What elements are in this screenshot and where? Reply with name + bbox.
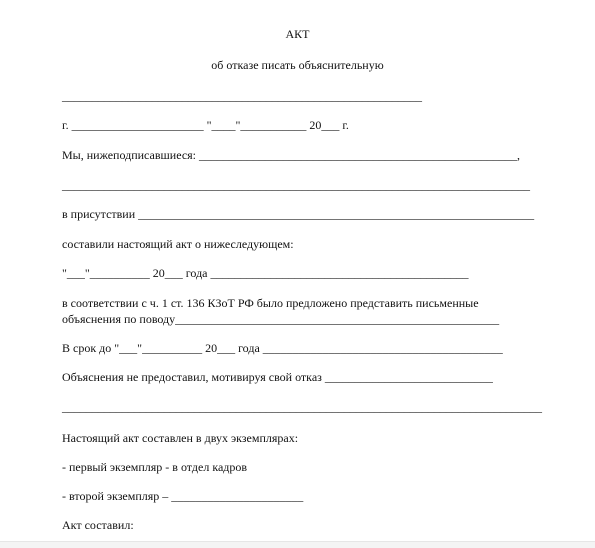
refusal-continuation-line: ________________________________________________________________________________: [62, 400, 542, 414]
presence-line: в присутствии __________________________________________________________________: [62, 207, 535, 221]
document-subtitle: об отказе писать объяснительную: [211, 58, 384, 72]
refusal-line: Объяснения не предоставил, мотивируя свой отказ ____________________________: [62, 370, 493, 384]
signers-line: Мы, нижеподписавшиеся: _____________________________________________________,: [62, 148, 520, 162]
signers-continuation-line: ______________________________________________________________________________: [62, 178, 530, 192]
document-title: АКТ: [285, 27, 310, 41]
first-copy-line: - первый экземпляр - в отдел кадров: [62, 460, 248, 474]
explanation-reason-line: объяснения по поводу______________________________________________________: [62, 312, 500, 326]
place-date-line: г. ______________________ "____"___________ 20___ г.: [62, 118, 349, 132]
composed-by-label: Акт составил:: [62, 518, 134, 532]
compiled-statement: составили настоящий акт о нижеследующем:: [62, 237, 294, 251]
deadline-line: В срок до "___"__________ 20___ года ________________________________________: [62, 341, 503, 355]
second-copy-line: - второй экземпляр – ______________________: [62, 489, 304, 503]
organization-line: ____________________________________________________________: [62, 89, 422, 103]
accordance-line: в соответствии с ч. 1 ст. 136 КЗоТ РФ было предложено представить письменные: [62, 296, 479, 310]
copies-statement: Настоящий акт составлен в двух экземплярах:: [62, 431, 299, 445]
date-time-line: "___"__________ 20___ года ___________________________________________: [62, 266, 469, 280]
